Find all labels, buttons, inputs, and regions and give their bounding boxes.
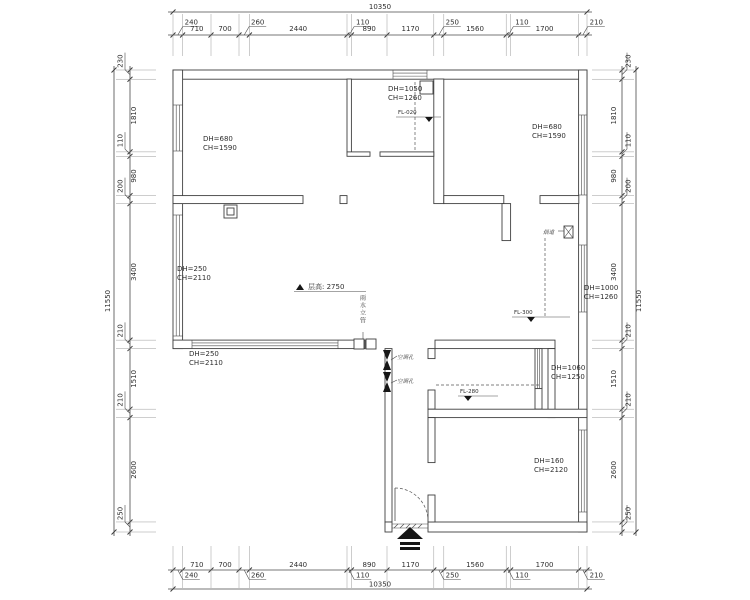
exterior-wall-bottom	[385, 522, 392, 532]
dimension-label: 1510	[610, 369, 618, 388]
overall-dim-top: 10350	[368, 3, 392, 11]
overall-dim-left: 11550	[104, 289, 112, 313]
dimension-label: 1510	[130, 369, 138, 388]
room-height-label-dh: DH=680	[532, 123, 562, 131]
kitchen-bottom-wall	[347, 152, 370, 156]
dimension-label: 980	[130, 169, 138, 183]
plan-line	[508, 570, 513, 580]
plan-line	[349, 570, 354, 580]
dimension-label: 110	[356, 571, 370, 580]
bath-right-wall	[535, 388, 542, 409]
dimension-label: 210	[116, 324, 125, 338]
bath-left-wall	[428, 349, 435, 359]
overall-dim-bottom: 10350	[368, 580, 392, 589]
dimension-label: 710	[190, 25, 204, 33]
exterior-wall-right	[579, 70, 587, 532]
dimension-label: 110	[116, 133, 125, 148]
plan-line	[508, 27, 513, 36]
room-height-label-ch: CH=1260	[388, 94, 422, 102]
room-height-label-ch: CH=2120	[534, 466, 568, 474]
room-height-label-ch: CH=1260	[584, 293, 618, 301]
level-marker-label: FL-280	[460, 389, 479, 395]
dimension-label: 2440	[289, 25, 308, 33]
bath-left-wall	[428, 390, 435, 409]
dimension-label: 2600	[130, 460, 138, 479]
level-marker-icon	[425, 117, 433, 122]
bedroom-left-wall	[428, 495, 435, 522]
dimension-label: 240	[184, 18, 198, 27]
radiator-icon	[366, 339, 376, 349]
dimension-label: 230	[116, 54, 125, 68]
plan-line	[178, 27, 183, 36]
dimension-label: 210	[116, 393, 125, 407]
bedroom-left-wall	[428, 418, 435, 463]
dimension-label: 230	[624, 54, 633, 68]
dimension-label: 110	[356, 18, 370, 27]
room-height-label-dh: DH=680	[203, 135, 233, 143]
dimension-label: 710	[190, 561, 204, 569]
dimension-label: 980	[610, 169, 618, 183]
dimension-label: 210	[589, 18, 603, 27]
room-height-label-ch: CH=1250	[551, 373, 585, 381]
riser-pipe-label: 水	[359, 302, 367, 310]
dimension-label: 250	[445, 18, 459, 27]
riser-pipe-label: 管	[359, 317, 367, 325]
level-marker-label: FL-300	[514, 310, 533, 316]
living-stub-wall	[502, 204, 511, 241]
bath-bottom-wall	[428, 409, 587, 417]
upper-band-wall	[444, 196, 504, 204]
dimension-label: 890	[362, 25, 376, 33]
room-height-label-ch: CH=2110	[189, 359, 223, 367]
entry-arrow-icon	[397, 527, 423, 539]
bath-top-wall	[435, 340, 555, 349]
threshold-hatch	[394, 524, 398, 528]
dimension-label: 2440	[289, 561, 308, 569]
room-height-label-dh: DH=1000	[584, 284, 619, 292]
door-swing	[395, 488, 428, 521]
kitchen-bottom-wall	[380, 152, 434, 156]
ceiling-marker-icon	[296, 284, 304, 290]
threshold-hatch	[400, 524, 404, 528]
upper-band-wall	[173, 196, 303, 204]
dimension-label: 200	[624, 179, 633, 193]
dimension-label: 1560	[466, 561, 484, 569]
plan-line	[244, 27, 249, 36]
threshold-hatch	[418, 524, 422, 528]
room-height-label-dh: DH=250	[177, 265, 207, 273]
radiator-icon	[354, 339, 364, 349]
dimension-label: 250	[445, 571, 459, 580]
dimension-label: 1170	[401, 25, 420, 33]
dimension-label: 1810	[130, 106, 138, 125]
dimension-label: 210	[624, 324, 633, 338]
dimension-label: 890	[362, 561, 376, 569]
dimension-label: 240	[184, 571, 198, 580]
ac-hole-label: 空调孔	[397, 379, 414, 385]
dimension-label: 110	[515, 18, 529, 27]
ac-hole-label: 空调孔	[397, 355, 414, 361]
plan-line	[622, 70, 627, 75]
dimension-label: 1170	[401, 561, 420, 569]
plan-line	[349, 27, 354, 36]
shaft-wall	[548, 349, 555, 418]
dimension-label: 1810	[610, 106, 618, 125]
living-bottom-wall	[173, 340, 365, 349]
exterior-wall-left	[173, 70, 183, 349]
room-height-label-dh: DH=1050	[388, 85, 423, 93]
room-height-label-dh: DH=160	[534, 457, 564, 465]
upper-band-wall	[540, 196, 579, 204]
entry-arrow-icon	[400, 547, 420, 550]
level-marker-icon	[464, 396, 472, 401]
dimension-label: 1560	[466, 25, 484, 33]
dimension-label: 700	[218, 25, 232, 33]
overall-dim-right: 11550	[635, 289, 643, 313]
room-height-label-ch: CH=1590	[203, 144, 237, 152]
flue-label: 烟道	[543, 230, 555, 236]
exterior-wall-top	[173, 70, 587, 79]
bath-window-wall	[535, 349, 542, 389]
exterior-wall-bottom	[428, 522, 587, 532]
level-marker-label: FL-020	[398, 110, 417, 116]
riser-pipe-label: 雨	[359, 295, 367, 302]
plan-line	[125, 149, 130, 154]
plan-line	[622, 522, 627, 527]
ceiling-height-label: 层高: 2750	[308, 283, 345, 291]
dimension-label: 250	[116, 506, 125, 521]
plan-line	[125, 195, 130, 200]
dimension-label: 3400	[610, 262, 618, 281]
room-height-label-ch: CH=2110	[177, 274, 211, 282]
dimension-label: 700	[218, 561, 232, 569]
dimension-label: 210	[589, 571, 603, 580]
room-height-label-ch: CH=1590	[532, 132, 566, 140]
room-height-label-dh: DH=250	[189, 350, 219, 358]
upper-band-wall	[340, 196, 347, 204]
level-marker-icon	[527, 317, 535, 322]
dimension-label: 260	[251, 18, 265, 27]
dimension-label: 110	[624, 133, 633, 148]
washing-machine-icon	[227, 208, 234, 215]
threshold-hatch	[406, 524, 410, 528]
dimension-label: 2600	[610, 460, 618, 479]
dimension-label: 250	[624, 506, 633, 521]
kitchen-left-wall	[347, 79, 351, 152]
dimension-label: 210	[624, 393, 633, 407]
dimension-label: 260	[251, 571, 265, 580]
dimension-label: 1700	[535, 561, 554, 569]
dimension-label: 1700	[535, 25, 554, 33]
dimension-label: 110	[515, 571, 529, 580]
entry-arrow-icon	[400, 542, 420, 545]
threshold-hatch	[412, 524, 416, 528]
dimension-label: 200	[116, 179, 125, 193]
plan-line	[439, 27, 444, 36]
plan-line	[178, 570, 183, 580]
riser-pipe-label: 立	[359, 310, 367, 317]
room-height-label-dh: DH=1060	[551, 364, 586, 372]
dimension-label: 3400	[130, 262, 138, 281]
kitchen-right-wall	[434, 79, 444, 204]
